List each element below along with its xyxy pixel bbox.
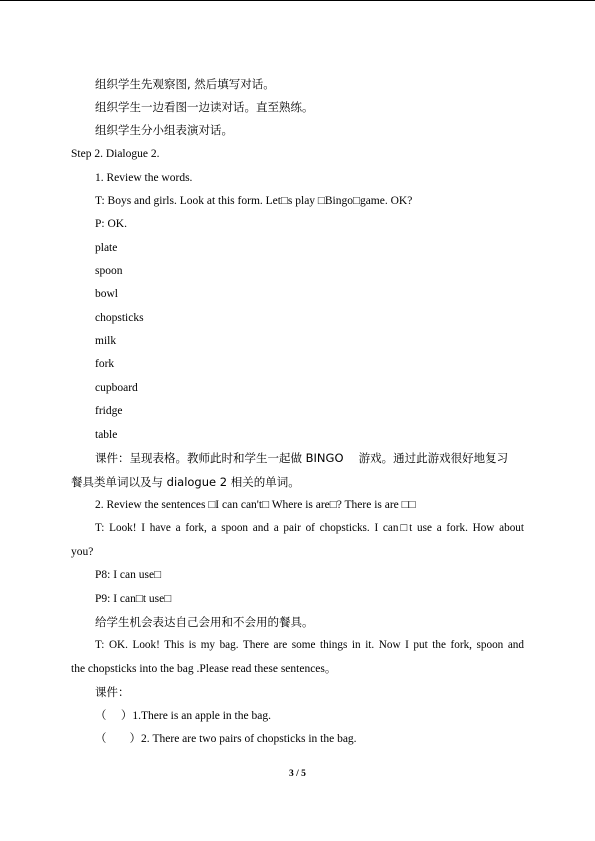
page-number: 3 / 5 bbox=[289, 769, 306, 779]
word-item: milk bbox=[95, 335, 117, 347]
page-top-rule bbox=[0, 0, 595, 1]
text-line: 组织学生分小组表演对话。 bbox=[95, 123, 233, 137]
text-line: 1. Review the words. bbox=[95, 172, 193, 184]
text-line: 2. Review the sentences □I can can't□ Where is are□? There is are □□ bbox=[95, 499, 416, 511]
text-line: 餐具类单词以及与 dialogue 2 相关的单词。 bbox=[71, 475, 300, 489]
text-line: P: OK. bbox=[95, 218, 127, 230]
text-line: P8: I can use□ bbox=[95, 569, 162, 581]
word-item: cupboard bbox=[95, 382, 138, 394]
text-line: 给学生机会表达自己会用和不会用的餐具。 bbox=[95, 615, 314, 629]
text-line: T: Boys and girls. Look at this form. Let□s play □Bingo□game. OK? bbox=[95, 195, 413, 207]
section-heading: Step 2. Dialogue 2. bbox=[71, 148, 160, 160]
text-line: the chopsticks into the bag .Please read these sentences。 bbox=[71, 663, 337, 675]
text-line: 组织学生一边看图一边读对话。直至熟练。 bbox=[95, 100, 314, 114]
text-line: 课件： bbox=[95, 685, 130, 699]
text-line: T: OK. Look! This is my bag. There are some things in it. Now I put the fork, spoon and bbox=[95, 639, 524, 651]
exercise-item: （ ）2. There are two pairs of chopsticks in the bag. bbox=[95, 733, 357, 745]
word-item: chopsticks bbox=[95, 312, 144, 324]
text-line: P9: I can□t use□ bbox=[95, 593, 172, 605]
word-item: spoon bbox=[95, 265, 123, 277]
word-item: bowl bbox=[95, 288, 118, 300]
text-line: 组织学生先观察图, 然后填写对话。 bbox=[95, 77, 275, 91]
word-item: table bbox=[95, 429, 118, 441]
text-line: T: Look! I have a fork, a spoon and a pair of chopsticks. I can□t use a fork. How about bbox=[95, 522, 524, 534]
text-line: you? bbox=[71, 546, 94, 558]
word-item: fridge bbox=[95, 405, 123, 417]
word-item: fork bbox=[95, 358, 115, 370]
exercise-item: （ ）1.There is an apple in the bag. bbox=[95, 710, 271, 722]
text-line: 课件：呈现表格。教师此时和学生一起做 BINGO 游戏。通过此游戏很好地复习 bbox=[95, 451, 509, 465]
word-item: plate bbox=[95, 242, 118, 254]
